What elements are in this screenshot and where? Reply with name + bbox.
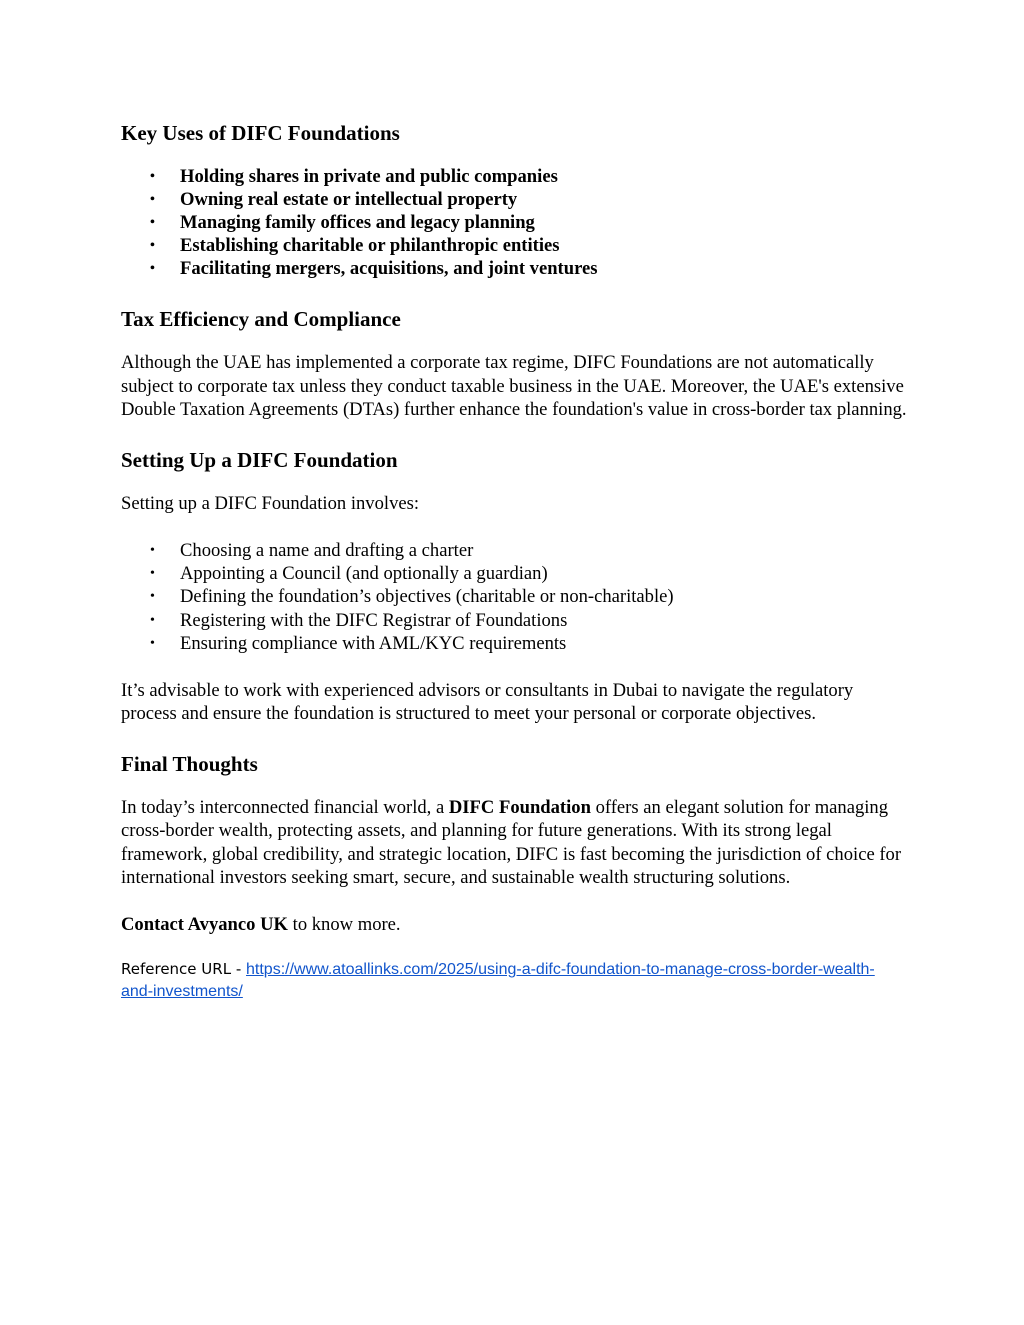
bullet-icon: • bbox=[150, 589, 155, 605]
reference-label: Reference URL - bbox=[121, 960, 247, 979]
heading-key-uses: Key Uses of DIFC Foundations bbox=[121, 121, 400, 145]
list-item: • Defining the foundation’s objectives (charitable or non-charitable) bbox=[150, 586, 674, 608]
heading-tax-efficiency: Tax Efficiency and Compliance bbox=[121, 307, 401, 332]
document-page bbox=[121, 118, 911, 1003]
bullet-icon: • bbox=[150, 238, 155, 254]
key-uses-list bbox=[121, 165, 911, 280]
final-paragraph: In today’s interconnected financial world, a DIFC Foundation offers an elegant solution for managing cross-border wealth, protecting assets, and planning for future generations. With its strong legal framework, global credibility, and strategic location, DIFC is fast becoming the jurisdiction of choice for international investors seeking smart, secure, and sustainable wealth structuring solutions. bbox=[121, 797, 902, 888]
bullet-icon: • bbox=[150, 192, 155, 208]
heading-final-thoughts: Final Thoughts bbox=[121, 752, 258, 777]
heading-setting-up: Setting Up a DIFC Foundation bbox=[121, 448, 398, 473]
list-item: • Choosing a name and drafting a charter bbox=[150, 540, 474, 562]
contact-company: Contact Avyanco UK bbox=[121, 913, 288, 935]
bullet-icon: • bbox=[150, 261, 155, 277]
reference-line bbox=[121, 958, 911, 1003]
list-item: • Registering with the DIFC Registrar of Foundations bbox=[150, 609, 568, 631]
list-item: • Appointing a Council (and optionally a guardian) bbox=[150, 563, 548, 585]
tax-paragraph: Although the UAE has implemented a corporate tax regime, DIFC Foundations are not automatically subject to corporate tax unless they conduct taxable business in the UAE. Moreover, the UAE's extensive Double Taxation Agreements (DTAs) further enhance the foundation's value in cross-border tax planning. bbox=[121, 352, 907, 420]
bullet-icon: • bbox=[150, 635, 155, 651]
list-item: • Facilitating mergers, acquisitions, and joint ventures bbox=[150, 258, 598, 280]
reference-link[interactable]: https://www.atoallinks.com/2025/using-a-difc-foundation-to-manage-cross-border-wealth- and-investments/ bbox=[121, 961, 875, 1001]
bullet-icon: • bbox=[150, 612, 155, 628]
contact-line: Contact Avyanco UK to know more. bbox=[121, 913, 401, 935]
list-item: • Managing family offices and legacy planning bbox=[150, 212, 535, 234]
bullet-icon: • bbox=[150, 169, 155, 184]
setup-intro: Setting up a DIFC Foundation involves: bbox=[121, 493, 420, 515]
difc-foundation-emphasis: DIFC Foundation bbox=[448, 797, 591, 819]
setup-steps-list bbox=[121, 539, 911, 654]
bullet-icon: • bbox=[150, 566, 155, 582]
setup-advice-paragraph: It’s advisable to work with experienced advisors or consultants in Dubai to navigate the regulatory process and ensure the foundation is structured to meet your personal or corporate objectives. bbox=[121, 679, 854, 724]
bullet-icon: • bbox=[150, 543, 155, 559]
list-item: • Establishing charitable or philanthropic entities bbox=[150, 235, 560, 257]
list-item: • Owning real estate or intellectual property bbox=[150, 189, 518, 211]
list-item: • Holding shares in private and public companies bbox=[150, 166, 558, 187]
bullet-icon: • bbox=[150, 215, 155, 231]
list-item: • Ensuring compliance with AML/KYC requirements bbox=[150, 632, 567, 654]
